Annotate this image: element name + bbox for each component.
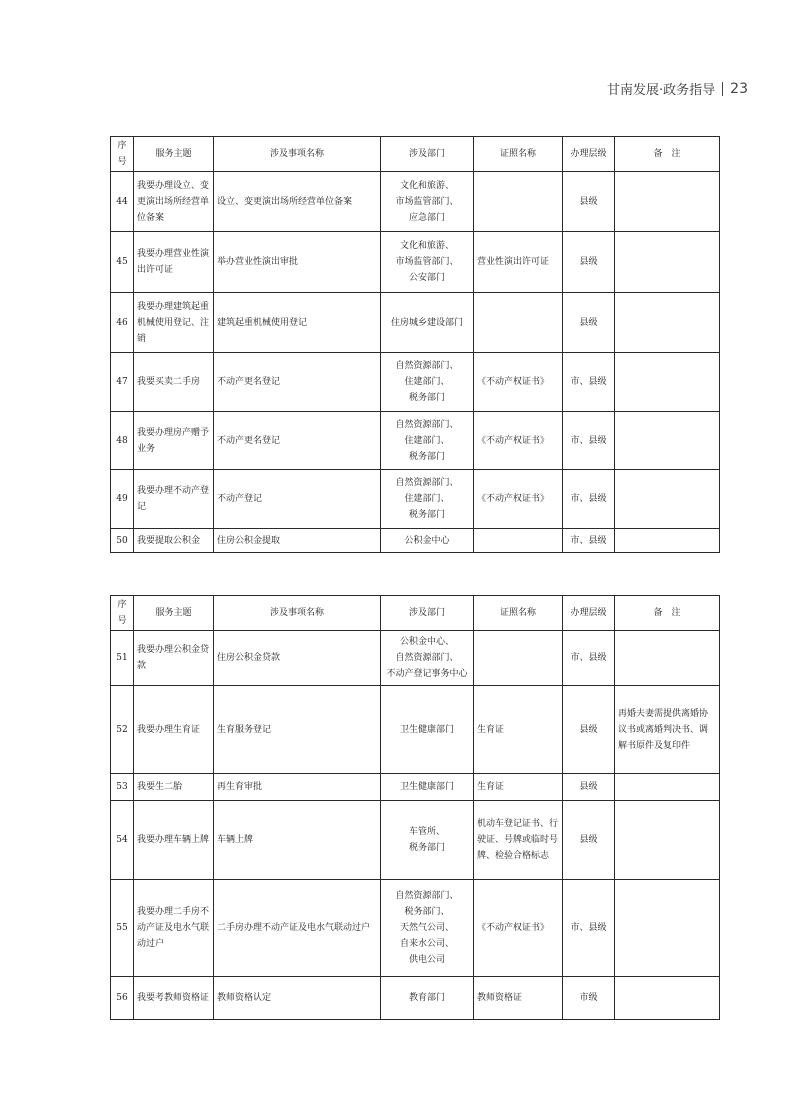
row-number-cell: 55 <box>111 880 134 977</box>
department-cell: 卫生健康部门 <box>381 686 474 774</box>
certificate-name-cell: 营业性演出许可证 <box>474 232 563 293</box>
row-number-cell: 54 <box>111 801 134 880</box>
certificate-name-cell: 生育证 <box>474 686 563 774</box>
department-cell: 自然资源部门、 住建部门、 税务部门 <box>381 412 474 470</box>
row-number-cell: 46 <box>111 293 134 353</box>
handling-level-cell: 市级 <box>563 977 615 1020</box>
service-topic-cell: 我要办理生育证 <box>134 686 214 774</box>
item-name-cell: 建筑起重机械使用登记 <box>214 293 381 353</box>
item-name-cell: 住房公积金提取 <box>214 529 381 553</box>
department-cell: 自然资源部门、 税务部门、 天然气公司、 自来水公司、 供电公司 <box>381 880 474 977</box>
certificate-name-cell <box>474 293 563 353</box>
row-number-cell: 50 <box>111 529 134 553</box>
department-cell: 自然资源部门、 住建部门、 税务部门 <box>381 470 474 529</box>
table-row <box>111 353 720 412</box>
header-divider <box>722 82 723 96</box>
col-header-topic: 服务主题 <box>134 596 214 631</box>
certificate-name-cell: 教师资格证 <box>474 977 563 1020</box>
service-topic-cell: 我要提取公积金 <box>134 529 214 553</box>
handling-level-cell: 县级 <box>563 686 615 774</box>
service-topic-cell: 我要考教师资格证 <box>134 977 214 1020</box>
item-name-cell: 住房公积金贷款 <box>214 631 381 686</box>
row-number-cell: 47 <box>111 353 134 412</box>
remarks-cell <box>615 232 720 293</box>
handling-level-cell: 市、县级 <box>563 470 615 529</box>
table-row <box>111 529 720 553</box>
row-number-cell: 52 <box>111 686 134 774</box>
row-number-cell: 48 <box>111 412 134 470</box>
col-header-topic: 服务主题 <box>134 137 214 172</box>
service-topic-cell: 我要办理二手房不动产证及电水气联动过户 <box>134 880 214 977</box>
remarks-cell <box>615 172 720 232</box>
col-header-cert: 证照名称 <box>474 137 563 172</box>
table-row <box>111 774 720 801</box>
handling-level-cell: 市、县级 <box>563 353 615 412</box>
table-row <box>111 232 720 293</box>
item-name-cell: 不动产更名登记 <box>214 412 381 470</box>
service-table-1 <box>110 136 720 553</box>
col-header-level: 办理层级 <box>563 137 615 172</box>
item-name-cell: 生育服务登记 <box>214 686 381 774</box>
department-cell: 文化和旅游、 市场监管部门、 公安部门 <box>381 232 474 293</box>
service-topic-cell: 我要办理营业性演出许可证 <box>134 232 214 293</box>
remarks-cell <box>615 412 720 470</box>
table-row <box>111 172 720 232</box>
col-header-item: 涉及事项名称 <box>214 596 381 631</box>
item-name-cell: 二手房办理不动产证及电水气联动过户 <box>214 880 381 977</box>
certificate-name-cell <box>474 631 563 686</box>
remarks-cell <box>615 880 720 977</box>
service-topic-cell: 我要办理设立、变更演出场所经营单位备案 <box>134 172 214 232</box>
page-number: 23 <box>730 80 748 97</box>
remarks-cell: 再婚夫妻需提供离婚协议书或离婚判决书、调解书原件及复印件 <box>615 686 720 774</box>
remarks-cell <box>615 529 720 553</box>
handling-level-cell: 市、县级 <box>563 412 615 470</box>
service-table-2 <box>110 595 720 1020</box>
item-name-cell: 不动产更名登记 <box>214 353 381 412</box>
item-name-cell: 不动产登记 <box>214 470 381 529</box>
col-header-dept: 涉及部门 <box>381 137 474 172</box>
handling-level-cell: 县级 <box>563 172 615 232</box>
department-cell: 住房城乡建设部门 <box>381 293 474 353</box>
handling-level-cell: 县级 <box>563 293 615 353</box>
remarks-cell <box>615 977 720 1020</box>
service-topic-cell: 我要办理建筑起重机械使用登记、注销 <box>134 293 214 353</box>
item-name-cell: 再生育审批 <box>214 774 381 801</box>
service-topic-cell: 我要办理不动产登记 <box>134 470 214 529</box>
col-header-no: 序号 <box>111 137 134 172</box>
certificate-name-cell: 机动车登记证书、行驶证、号牌或临时号牌、检验合格标志 <box>474 801 563 880</box>
page-header <box>607 79 748 98</box>
service-topic-cell: 我要办理房产赠予业务 <box>134 412 214 470</box>
handling-level-cell: 县级 <box>563 232 615 293</box>
handling-level-cell: 市、县级 <box>563 631 615 686</box>
remarks-cell <box>615 293 720 353</box>
item-name-cell: 车辆上牌 <box>214 801 381 880</box>
table-header-row <box>111 596 720 631</box>
department-cell: 卫生健康部门 <box>381 774 474 801</box>
certificate-name-cell: 《不动产权证书》 <box>474 880 563 977</box>
remarks-cell <box>615 774 720 801</box>
table-row <box>111 686 720 774</box>
handling-level-cell: 县级 <box>563 774 615 801</box>
certificate-name-cell: 《不动产权证书》 <box>474 412 563 470</box>
row-number-cell: 51 <box>111 631 134 686</box>
item-name-cell: 教师资格认定 <box>214 977 381 1020</box>
certificate-name-cell <box>474 529 563 553</box>
col-header-dept: 涉及部门 <box>381 596 474 631</box>
department-cell: 文化和旅游、 市场监管部门、 应急部门 <box>381 172 474 232</box>
handling-level-cell: 市、县级 <box>563 880 615 977</box>
row-number-cell: 53 <box>111 774 134 801</box>
row-number-cell: 44 <box>111 172 134 232</box>
col-header-cert: 证照名称 <box>474 596 563 631</box>
table-row <box>111 293 720 353</box>
row-number-cell: 56 <box>111 977 134 1020</box>
row-number-cell: 45 <box>111 232 134 293</box>
certificate-name-cell: 生育证 <box>474 774 563 801</box>
department-cell: 公积金中心、 自然资源部门、 不动产登记事务中心 <box>381 631 474 686</box>
item-name-cell: 举办营业性演出审批 <box>214 232 381 293</box>
handling-level-cell: 县级 <box>563 801 615 880</box>
col-header-note: 备 注 <box>615 137 720 172</box>
col-header-no: 序号 <box>111 596 134 631</box>
table-row <box>111 880 720 977</box>
remarks-cell <box>615 353 720 412</box>
department-cell: 自然资源部门、 住建部门、 税务部门 <box>381 353 474 412</box>
service-topic-cell: 我要办理车辆上牌 <box>134 801 214 880</box>
item-name-cell: 设立、变更演出场所经营单位备案 <box>214 172 381 232</box>
table-row <box>111 977 720 1020</box>
certificate-name-cell: 《不动产权证书》 <box>474 470 563 529</box>
certificate-name-cell <box>474 172 563 232</box>
department-cell: 车管所、 税务部门 <box>381 801 474 880</box>
handling-level-cell: 市、县级 <box>563 529 615 553</box>
row-number-cell: 49 <box>111 470 134 529</box>
department-cell: 公积金中心 <box>381 529 474 553</box>
remarks-cell <box>615 470 720 529</box>
remarks-cell <box>615 631 720 686</box>
table-row <box>111 412 720 470</box>
header-title: 甘南发展·政务指导 <box>607 83 716 98</box>
table-row <box>111 801 720 880</box>
service-topic-cell: 我要生二胎 <box>134 774 214 801</box>
service-topic-cell: 我要买卖二手房 <box>134 353 214 412</box>
col-header-note: 备 注 <box>615 596 720 631</box>
col-header-level: 办理层级 <box>563 596 615 631</box>
department-cell: 教育部门 <box>381 977 474 1020</box>
table-row <box>111 470 720 529</box>
table-header-row <box>111 137 720 172</box>
service-topic-cell: 我要办理公积金贷款 <box>134 631 214 686</box>
col-header-item: 涉及事项名称 <box>214 137 381 172</box>
remarks-cell <box>615 801 720 880</box>
certificate-name-cell: 《不动产权证书》 <box>474 353 563 412</box>
table-row <box>111 631 720 686</box>
